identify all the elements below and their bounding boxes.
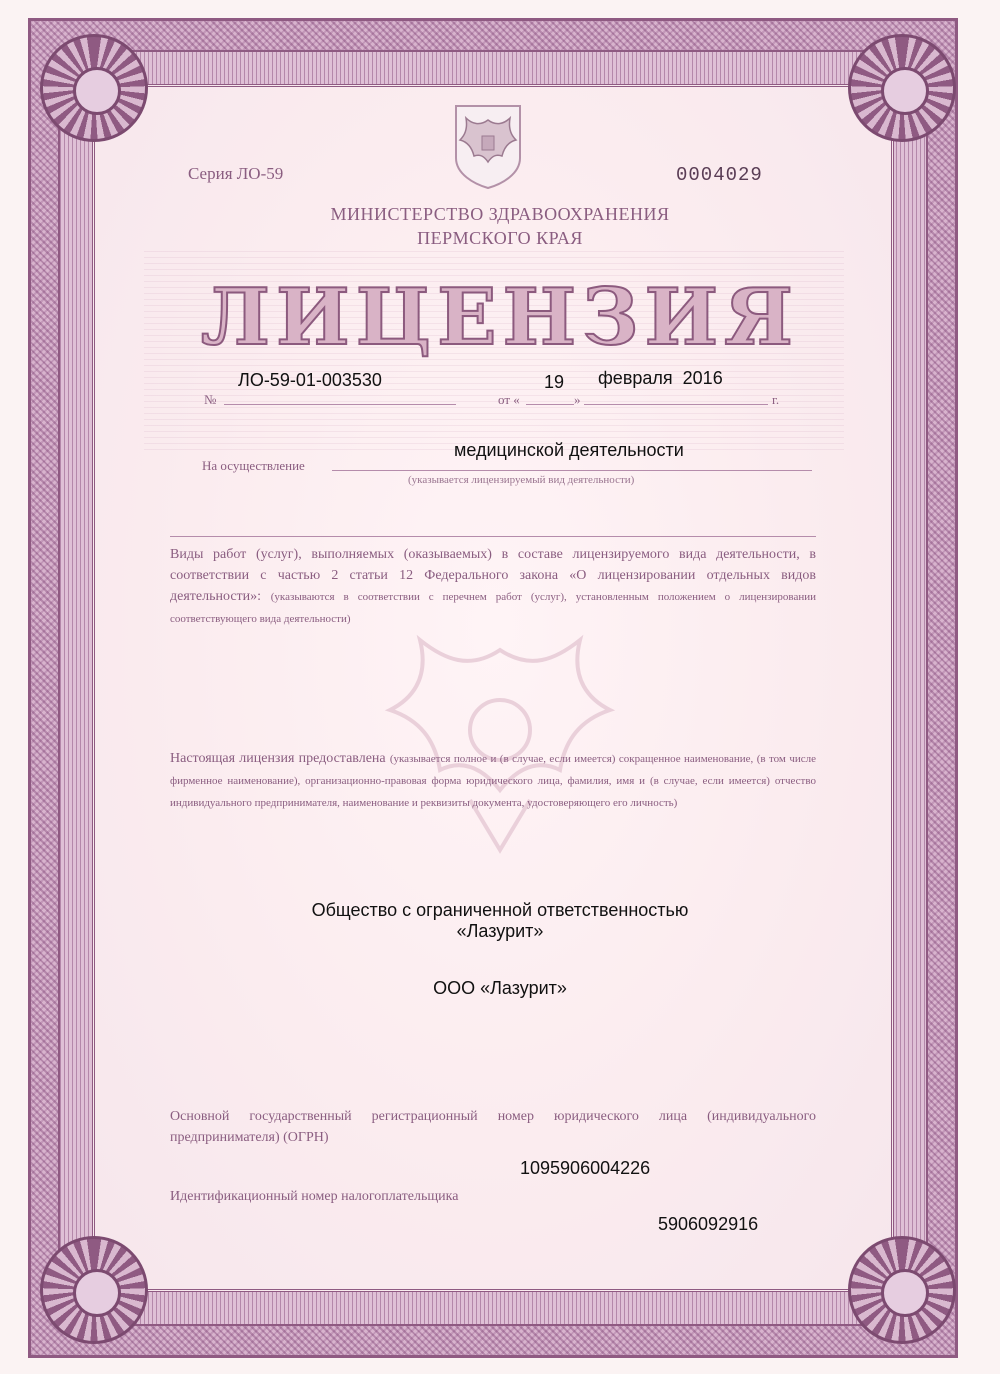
activity-hint: (указывается лицензируемый вид деятельности): [408, 474, 635, 486]
organization-full-line-2: «Лазурит»: [456, 921, 544, 941]
number-label: №: [204, 392, 217, 407]
granted-hint: (указывается полное и (в случае, если имеется) сокращенное наименование, (в том числе фирменное наименование), организационно-правовая форма юридического лица, фамилия, имя и (в случае, если имеется) отчество индивидуального предпринимателя, наименование и реквизиты документа, удостоверяющего его личность): [170, 753, 816, 809]
coat-of-arms-icon: [452, 102, 524, 190]
ministry-name: [200, 202, 800, 250]
ogrn-value: 1095906004226: [520, 1158, 651, 1178]
works-text: Виды работ (услуг), выполняемых (оказываемых) в составе лицензируемого вида деятельности, в соответствии с частью 2 статьи 12 Федерального закона «О лицензировании отдельных видов деятельности»:: [170, 547, 816, 604]
month-line: [584, 404, 768, 405]
day-line: [526, 404, 574, 405]
series-label: Серия ЛО-59: [188, 164, 284, 183]
date-quote-close: »: [574, 392, 581, 407]
document-title: ЛИЦЕНЗИЯ: [201, 272, 799, 363]
number-line: [224, 404, 456, 405]
license-month-year: февраля 2016: [598, 368, 723, 388]
year-suffix: г.: [772, 392, 780, 407]
license-day: 19: [544, 372, 565, 392]
activity-line: [332, 470, 812, 471]
organization-short-name: ООО «Лазурит»: [433, 978, 567, 998]
activity-value: медицинской деятельности: [454, 440, 684, 460]
activity-line-2: [170, 536, 816, 537]
inn-label: Идентификационный номер налогоплательщика: [170, 1189, 459, 1204]
serial-number: 0004029: [676, 164, 763, 186]
works-paragraph: [170, 544, 816, 630]
organization-full-line-1: Общество с ограниченной ответственностью: [311, 900, 689, 920]
rosette-ornament-bottom-right: [848, 1236, 956, 1344]
inn-value: 5906092916: [658, 1214, 759, 1234]
granted-paragraph: [170, 748, 816, 814]
ministry-line-1: МИНИСТЕРСТВО ЗДРАВООХРАНЕНИЯ: [330, 204, 670, 224]
granted-text: Настоящая лицензия предоставлена: [170, 751, 386, 766]
rosette-ornament-bottom-left: [40, 1236, 148, 1344]
organization-full-name: [200, 900, 800, 942]
date-from-label: от «: [498, 392, 520, 407]
ogrn-label: Основной государственный регистрационный номер юридического лица (индивидуального предпринимателя) (ОГРН): [170, 1109, 816, 1145]
activity-label: На осуществление: [202, 458, 305, 473]
rosette-ornament-top-left: [40, 34, 148, 142]
ministry-line-2: ПЕРМСКОГО КРАЯ: [417, 228, 583, 248]
license-number: ЛО-59-01-003530: [238, 370, 382, 390]
eagle-watermark-icon: [350, 590, 650, 890]
works-hint: (указываются в соответствии с перечнем работ (услуг), установленным положением о лицензировании соответствующего вида деятельности): [170, 591, 816, 625]
rosette-ornament-top-right: [848, 34, 956, 142]
